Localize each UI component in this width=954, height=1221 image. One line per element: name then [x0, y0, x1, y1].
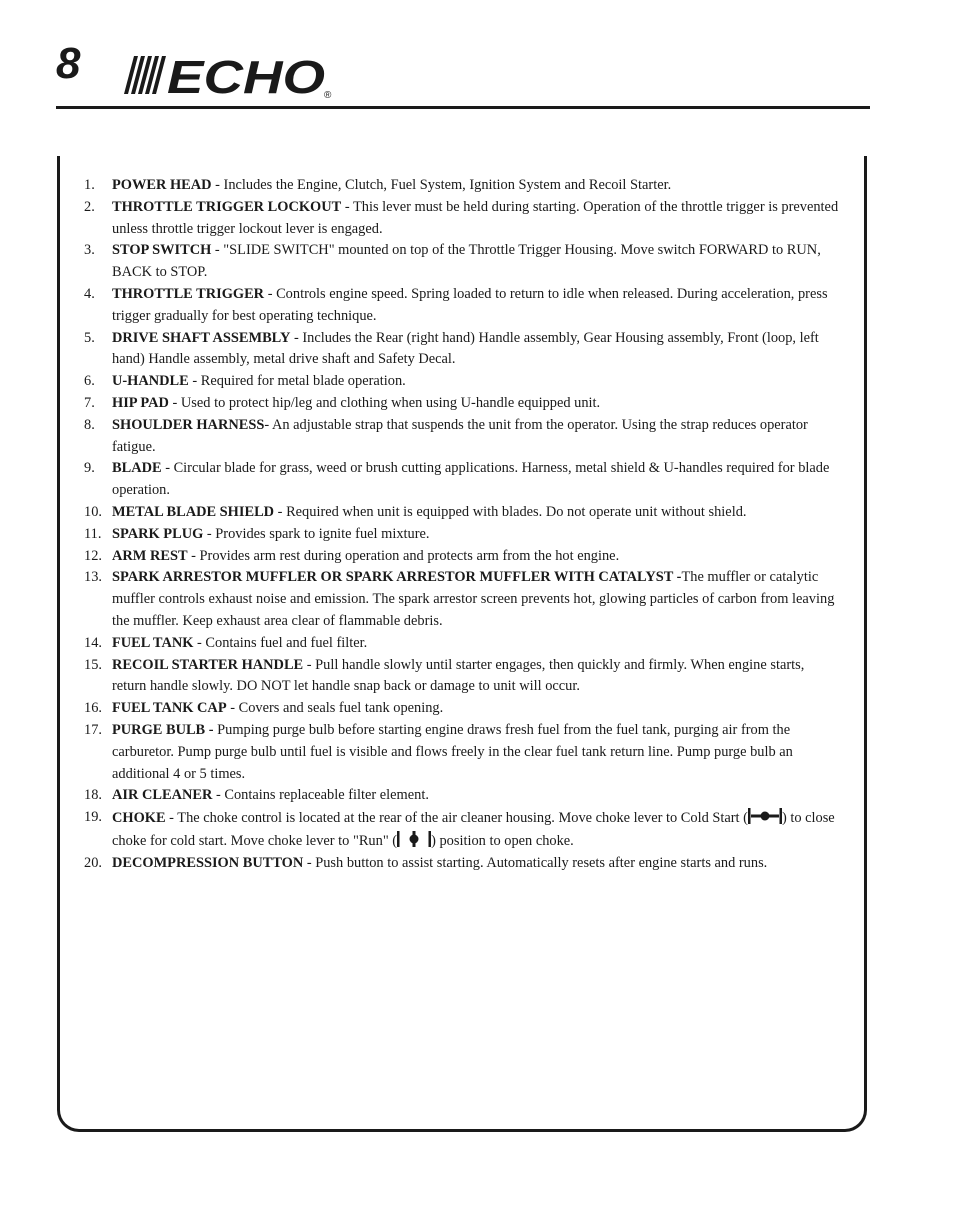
item-term: STOP SWITCH: [112, 242, 212, 259]
item-number: 7.: [84, 394, 95, 411]
item-text: - Includes the Engine, Clutch, Fuel System, Ignition System and Recoil Starter.: [211, 177, 672, 193]
item-term: FUEL TANK: [112, 634, 194, 651]
item-number: 13.: [84, 569, 102, 586]
item-text: - Required when unit is equipped with blades. Do not operate unit without shield.: [274, 503, 747, 520]
list-item: [84, 698, 842, 720]
item-number: 4.: [84, 285, 95, 302]
item-term: SHOULDER HARNESS: [112, 416, 265, 433]
item-number: 5.: [84, 329, 95, 346]
item-number: 2.: [84, 198, 95, 215]
choke-run-icon: [397, 830, 431, 848]
item-number: 1.: [84, 177, 95, 193]
item-term: THROTTLE TRIGGER: [112, 285, 265, 302]
list-item: [84, 240, 842, 284]
item-term: U-HANDLE: [112, 373, 189, 390]
logo-text: ECHO: [167, 52, 326, 100]
item-text: - Push button to assist starting. Automatically resets after engine starts and runs.: [303, 854, 768, 871]
item-text: - The choke control is located at the rear of the air cleaner housing. Move choke lever to Cold Start (: [165, 810, 748, 827]
list-item: [84, 853, 842, 875]
list-item: [84, 502, 842, 524]
header-rule: [56, 106, 870, 109]
list-item: [84, 785, 842, 807]
item-number: 3.: [84, 242, 95, 259]
item-term: SPARK ARRESTOR MUFFLER OR SPARK ARRESTOR MUFFLER WITH CATALYST -: [112, 569, 682, 586]
list-item: [84, 393, 842, 415]
item-term: AIR CLEANER: [112, 787, 213, 804]
item-term: POWER HEAD: [112, 177, 212, 193]
item-text: - Circular blade for grass, weed or brush cutting applications. Harness, metal shield & U-handles required for blade operation.: [112, 460, 830, 499]
item-term: DECOMPRESSION BUTTON: [112, 854, 304, 871]
item-text: The muffler or catalytic muffler controls exhaust noise and emission. The spark arrestor screen prevents hot, glowing particles of carbon from leaving the muffler. Keep exhaust area clear of flammable debris.: [112, 569, 835, 629]
item-term: PURGE BULB -: [112, 721, 214, 738]
item-term: METAL BLADE SHIELD: [112, 503, 275, 520]
item-text: ) to close choke for cold start. Move choke lever to "Run" (: [112, 810, 835, 849]
list-item: [84, 284, 842, 328]
item-number: 17.: [84, 721, 102, 738]
item-text: - Controls engine speed. Spring loaded to return to idle when released. During acceleration, press trigger gradually for best operating technique.: [112, 285, 828, 324]
item-text: - This lever must be held during starting. Operation of the throttle trigger is prevented unless throttle trigger lockout lever is engaged.: [112, 198, 839, 237]
item-number: 15.: [84, 656, 102, 673]
echo-logo: [120, 52, 336, 100]
list-item: [84, 633, 842, 655]
item-term: SPARK PLUG: [112, 525, 204, 542]
list-item: [84, 197, 842, 241]
item-number: 18.: [84, 787, 102, 804]
page-number: 8: [56, 39, 81, 88]
item-number: 12.: [84, 547, 102, 564]
item-term: THROTTLE TRIGGER LOCKOUT: [112, 198, 342, 215]
item-text: - Required for metal blade operation.: [188, 373, 406, 390]
item-term: FUEL TANK CAP: [112, 700, 227, 717]
item-number: 16.: [84, 700, 102, 717]
item-number: 10.: [84, 503, 102, 520]
item-term: RECOIL STARTER HANDLE: [112, 656, 304, 673]
item-number: 9.: [84, 460, 95, 477]
item-text: - Provides spark to ignite fuel mixture.: [203, 525, 430, 542]
item-number: 6.: [84, 373, 95, 390]
item-text: ) position to open choke.: [431, 832, 574, 849]
list-item: [84, 175, 842, 197]
item-term: HIP PAD: [112, 394, 169, 411]
item-term: BLADE: [112, 460, 162, 477]
item-text: - Contains fuel and fuel filter.: [193, 634, 368, 651]
list-item: [84, 720, 842, 785]
list-item: [84, 524, 842, 546]
item-text: - Includes the Rear (right hand) Handle assembly, Gear Housing assembly, Front (loop, left hand) Handle assembly, metal drive shaft and Safety Decal.: [112, 329, 819, 368]
item-term: DRIVE SHAFT ASSEMBLY: [112, 329, 291, 346]
list-item: [84, 415, 842, 459]
list-item: [84, 458, 842, 502]
choke-cold-start-icon: [748, 807, 782, 825]
list-item: [84, 546, 842, 568]
list-item: [84, 655, 842, 699]
item-number: 8.: [84, 416, 95, 433]
list-item: [84, 807, 842, 853]
item-text: - Used to protect hip/leg and clothing when using U-handle equipped unit.: [168, 394, 601, 411]
registered-mark: ®: [324, 90, 332, 100]
item-text: - Pull handle slowly until starter engages, then quickly and firmly. When engine starts, return handle slowly. DO NOT let handle snap back or damage to unit will occur.: [112, 656, 805, 695]
list-item: [84, 567, 842, 632]
list-item: [84, 328, 842, 372]
parts-list: [84, 175, 842, 875]
item-text: Pumping purge bulb before starting engine draws fresh fuel from the fuel tank, purging air from the carburetor. Pump purge bulb until fuel is visible and flows freely in the clear fuel tank return line. Pump purge bulb an additional 4 or 5 times.: [112, 721, 793, 782]
item-text: - An adjustable strap that suspends the unit from the operator. Using the strap reduces operator fatigue.: [112, 416, 808, 455]
item-term: CHOKE: [112, 810, 166, 827]
item-text: - "SLIDE SWITCH" mounted on top of the Throttle Trigger Housing. Move switch FORWARD to RUN, BACK to STOP.: [112, 242, 821, 281]
item-number: 19.: [84, 809, 102, 826]
item-number: 20.: [84, 854, 102, 871]
item-text: - Contains replaceable filter element.: [212, 787, 429, 804]
item-text: - Covers and seals fuel tank opening.: [226, 700, 444, 717]
item-number: 11.: [84, 525, 102, 542]
item-term: ARM REST: [112, 547, 188, 564]
item-text: - Provides arm rest during operation and protects arm from the hot engine.: [187, 547, 620, 564]
list-item: [84, 371, 842, 393]
item-number: 14.: [84, 634, 102, 651]
